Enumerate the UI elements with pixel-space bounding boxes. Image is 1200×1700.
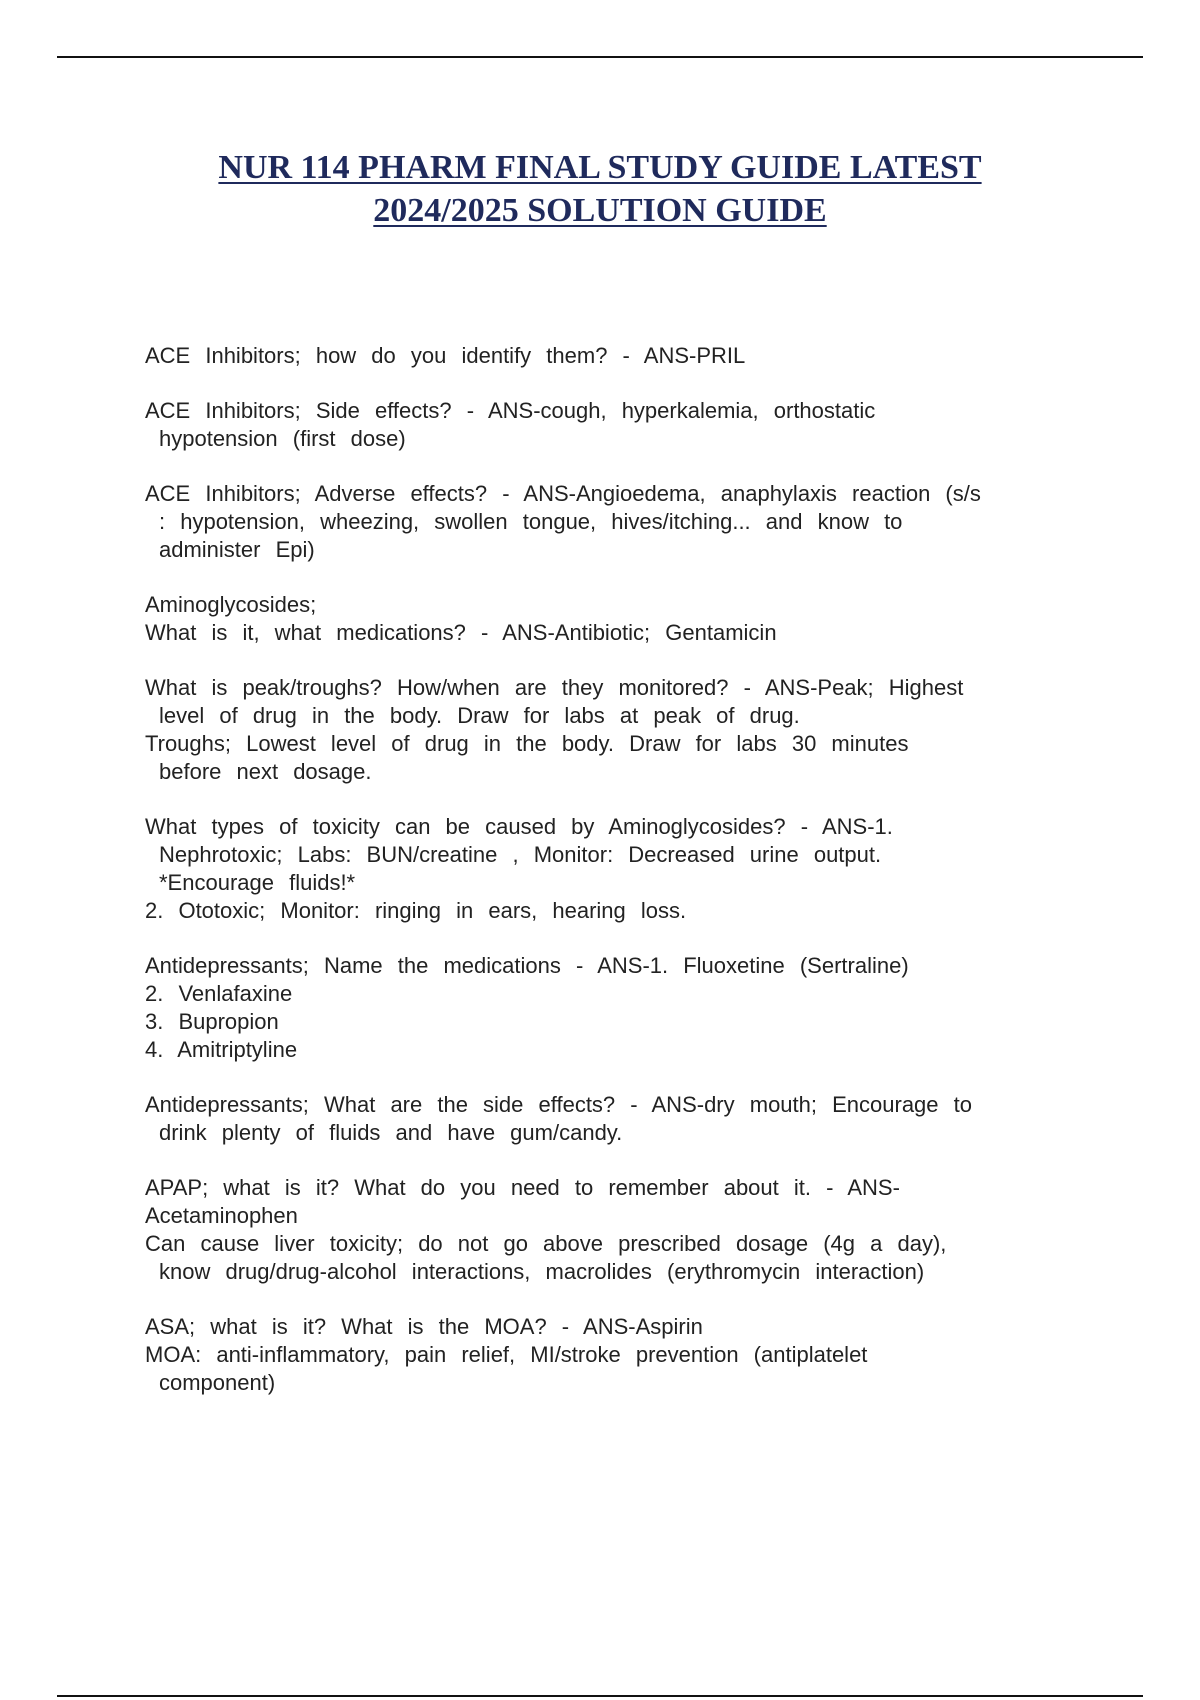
qa-entry	[145, 952, 1080, 1064]
qa-line: Antidepressants; What are the side effects? - ANS-dry mouth; Encourage to	[145, 1092, 972, 1117]
qa-line: What is peak/troughs? How/when are they monitored? - ANS-Peak; Highest	[145, 675, 964, 700]
qa-line: 3. Bupropion	[145, 1009, 279, 1034]
qa-entry	[145, 674, 1080, 786]
qa-line: ACE Inhibitors; Side effects? - ANS-cough, hyperkalemia, orthostatic	[145, 398, 876, 423]
qa-entry	[145, 591, 1080, 647]
top-rule	[57, 56, 1143, 58]
bottom-rule	[57, 1695, 1143, 1697]
qa-line: APAP; what is it? What do you need to remember about it. - ANS-	[145, 1175, 900, 1200]
qa-line: Troughs; Lowest level of drug in the body. Draw for labs 30 minutes	[145, 731, 909, 756]
qa-line: ACE Inhibitors; how do you identify them? - ANS-PRIL	[145, 343, 746, 368]
qa-entry	[145, 1174, 1080, 1286]
qa-line: : hypotension, wheezing, swollen tongue, hives/itching... and know to	[159, 509, 903, 534]
page-title	[100, 146, 1100, 232]
qa-line: Nephrotoxic; Labs: BUN/creatine , Monitor: Decreased urine output.	[159, 842, 882, 867]
qa-entry	[145, 1091, 1080, 1147]
qa-entry	[145, 1313, 1080, 1397]
qa-entry	[145, 397, 1080, 453]
qa-line: before next dosage.	[159, 759, 372, 784]
qa-line: component)	[159, 1370, 276, 1395]
qa-line: hypotension (first dose)	[159, 426, 406, 451]
study-guide-content	[145, 342, 1080, 1424]
title-line-2: 2024/2025 SOLUTION GUIDE	[373, 192, 827, 229]
qa-line: 2. Ototoxic; Monitor: ringing in ears, hearing loss.	[145, 898, 687, 923]
qa-line: ACE Inhibitors; Adverse effects? - ANS-Angioedema, anaphylaxis reaction (s/s	[145, 481, 981, 506]
qa-line: Can cause liver toxicity; do not go above prescribed dosage (4g a day),	[145, 1231, 947, 1256]
qa-line: What types of toxicity can be caused by Aminoglycosides? - ANS-1.	[145, 814, 893, 839]
qa-line: know drug/drug-alcohol interactions, macrolides (erythromycin interaction)	[159, 1259, 925, 1284]
qa-line: Acetaminophen	[145, 1203, 298, 1228]
qa-line: 4. Amitriptyline	[145, 1037, 298, 1062]
qa-line: MOA: anti-inflammatory, pain relief, MI/stroke prevention (antiplatelet	[145, 1342, 868, 1367]
qa-line: Antidepressants; Name the medications - ANS-1. Fluoxetine (Sertraline)	[145, 953, 909, 978]
title-line-1: NUR 114 PHARM FINAL STUDY GUIDE LATEST	[218, 149, 982, 186]
qa-entry	[145, 342, 1080, 370]
qa-line: 2. Venlafaxine	[145, 981, 293, 1006]
qa-line: drink plenty of fluids and have gum/candy.	[159, 1120, 623, 1145]
qa-line: What is it, what medications? - ANS-Antibiotic; Gentamicin	[145, 620, 777, 645]
qa-line: level of drug in the body. Draw for labs at peak of drug.	[159, 703, 800, 728]
qa-line: Aminoglycosides;	[145, 592, 317, 617]
qa-entry	[145, 480, 1080, 564]
qa-line: administer Epi)	[159, 537, 315, 562]
qa-line: ASA; what is it? What is the MOA? - ANS-Aspirin	[145, 1314, 703, 1339]
qa-line: *Encourage fluids!*	[159, 870, 356, 895]
qa-entry	[145, 813, 1080, 925]
